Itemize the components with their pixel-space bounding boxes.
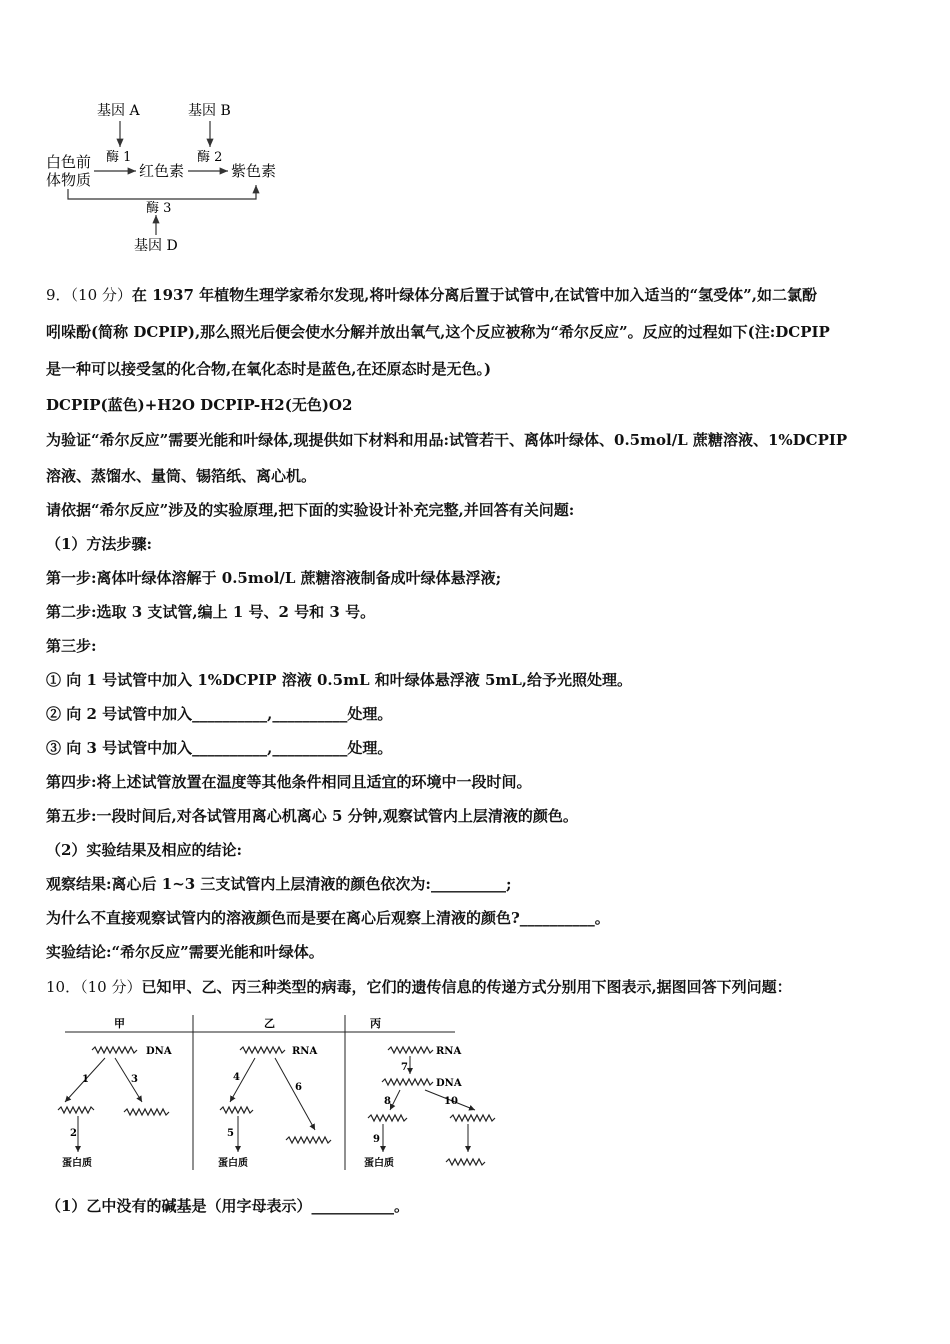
- yi-step-5: 5: [227, 1128, 234, 1139]
- jia-mrna-strand: [58, 1107, 94, 1113]
- jia-step-2: 2: [70, 1128, 77, 1139]
- bing-step-8: 8: [384, 1096, 391, 1107]
- q9-intro-text-1: 在 1937 年植物生理学家希尔发现,将叶绿体分离后置于试管中,在试管中加入适当的“氢受体”,如二氯酚: [131, 286, 818, 304]
- bing-dna-label: DNA: [436, 1078, 462, 1089]
- jia-dna-strand: [92, 1047, 137, 1053]
- q9-equation: DCPIP(蓝色)+H2O DCPIP-H2(无色)O2: [46, 396, 353, 414]
- q9-score: （10 分）: [70, 286, 132, 304]
- gene-b-label: 基因 B: [188, 103, 231, 119]
- enzyme1-label: 酶 1: [106, 150, 132, 165]
- q10-number: 10．: [46, 978, 81, 996]
- yi-step-6: 6: [295, 1082, 302, 1093]
- q9-step1: 第一步:离体叶绿体溶解于 0.5mol/L 蔗糖溶液制备成叶绿体悬浮液;: [46, 569, 502, 587]
- bing-protein-label: 蛋白质: [364, 1158, 394, 1169]
- q9-materials-line-1: 为验证“希尔反应”需要光能和叶绿体,现提供如下材料和用品:试管若干、离体叶绿体、0.5mol/L 蔗糖溶液、1%DCPIP: [46, 431, 848, 449]
- purple-pigment-label: 紫色素: [231, 162, 277, 180]
- q9-number: 9．: [46, 286, 71, 304]
- q9-step3-3: ③ 向 3 号试管中加入__________,__________处理。: [46, 739, 393, 757]
- q9-step2: 第二步:选取 3 支试管,编上 1 号、2 号和 3 号。: [46, 603, 376, 621]
- enzyme3-bracket: [68, 185, 256, 199]
- yi-copy-strand: [220, 1107, 253, 1113]
- jia-protein-label: 蛋白质: [62, 1158, 92, 1169]
- jia-dna-copy-strand: [124, 1109, 169, 1115]
- jia-step-1: 1: [82, 1074, 89, 1085]
- enzyme2-label: 酶 2: [197, 150, 223, 165]
- yi-arrow-6: [275, 1058, 315, 1130]
- bing-dna-strand: [382, 1079, 433, 1085]
- q9-step3-1: ① 向 1 号试管中加入 1%DCPIP 溶液 0.5mL 和叶绿体悬浮液 5mL,给予光照处理。: [46, 671, 633, 689]
- gene-d-label: 基因 D: [134, 238, 178, 254]
- bing-rna-strand: [388, 1047, 433, 1053]
- q10-intro-text: 已知甲、乙、丙三种类型的病毒，它们的遗传信息的传递方式分别用下图表示,据图回答下列问题：: [141, 978, 792, 996]
- column-yi-label: 乙: [264, 1017, 275, 1030]
- bing-dna-copy-strand: [450, 1115, 495, 1121]
- bing-rna-label: RNA: [436, 1046, 462, 1057]
- q9-conclusion: 实验结论:“希尔反应”需要光能和叶绿体。: [46, 943, 324, 961]
- q9-prompt: 请依据“希尔反应”涉及的实验原理,把下面的实验设计补充完整,并回答有关问题:: [46, 501, 575, 519]
- q9-step3-2: ② 向 2 号试管中加入__________,__________处理。: [46, 705, 393, 723]
- virus-transfer-diagram: [50, 1010, 510, 1175]
- q9-step5: 第五步:一段时间后,对各试管用离心机离心 5 分钟,观察试管内上层清液的颜色。: [46, 807, 578, 825]
- yi-rna-strand: [240, 1047, 285, 1053]
- q9-part1-title: （1）方法步骤:: [46, 535, 152, 553]
- q9-intro-line-3: 是一种可以接受氢的化合物,在氧化态时是蓝色,在还原态时是无色。): [46, 360, 492, 378]
- bing-arrow-8: [390, 1090, 400, 1110]
- q9-step3: 第三步:: [46, 637, 97, 655]
- yi-step-4: 4: [233, 1072, 240, 1083]
- bing-mrna-strand: [368, 1115, 407, 1121]
- gene-a-label: 基因 A: [97, 103, 140, 119]
- column-bing-label: 丙: [370, 1017, 381, 1030]
- q10-score: （10 分）: [80, 978, 142, 996]
- bing-rna-copy-strand: [446, 1159, 485, 1165]
- jia-dna-label: DNA: [146, 1046, 172, 1057]
- q9-materials-line-2: 溶液、蒸馏水、量筒、锡箔纸、离心机。: [46, 467, 317, 485]
- q9-part2-title: （2）实验结果及相应的结论:: [46, 841, 242, 859]
- q9-why: 为什么不直接观察试管内的溶液颜色而是要在离心后观察上清液的颜色?__________。: [46, 909, 610, 927]
- column-jia-label: 甲: [114, 1017, 125, 1030]
- enzyme3-label: 酶 3: [146, 201, 172, 216]
- yi-rna-copy-strand: [286, 1137, 331, 1143]
- pigment-pathway-diagram: [40, 95, 340, 255]
- q10-intro-line: [46, 977, 792, 997]
- jia-step-3: 3: [131, 1074, 138, 1085]
- bing-step-7: 7: [401, 1062, 408, 1073]
- bing-step-9: 9: [373, 1134, 380, 1145]
- q9-observation: 观察结果:离心后 1~3 三支试管内上层清液的颜色依次为:__________;: [46, 875, 512, 893]
- precursor-label-2: 体物质: [46, 171, 92, 189]
- red-pigment-label: 红色素: [139, 162, 185, 180]
- q9-step4: 第四步:将上述试管放置在温度等其他条件相同且适宜的环境中一段时间。: [46, 773, 532, 791]
- q9-intro-line-2: 吲哚酚(简称 DCPIP),那么照光后便会使水分解并放出氧气,这个反应被称为“希尔反应”。反应的过程如下(注:DCPIP: [46, 323, 830, 341]
- bing-step-10: 10: [444, 1096, 458, 1107]
- yi-rna-label: RNA: [292, 1046, 318, 1057]
- yi-protein-label: 蛋白质: [218, 1158, 248, 1169]
- q10-part1: （1）乙中没有的碱基是（用字母表示）___________。: [46, 1197, 409, 1215]
- q9-intro-line-1: [46, 285, 817, 305]
- precursor-label-1: 白色前: [46, 153, 92, 171]
